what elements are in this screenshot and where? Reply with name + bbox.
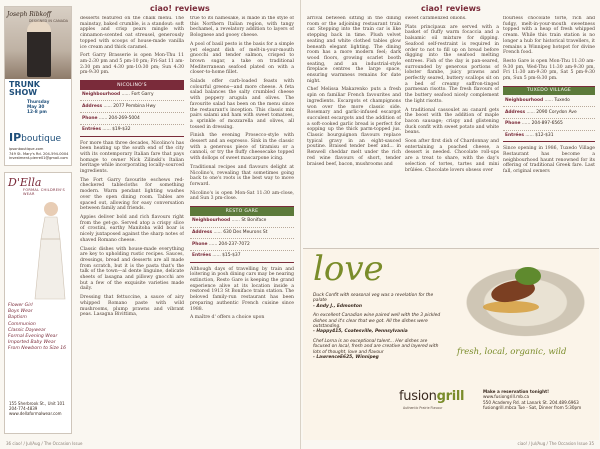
right-page — [300, 0, 600, 449]
info-box-tuxedo: TUXEDO VILLAGE Neighbourhood ...... Tuxedo Address ...... 2090 Corydon Ave Phone ...... 204-897-6565 Entrées ...... $12-$31 — [503, 86, 595, 143]
section-header-right: ciao! reviews — [421, 4, 481, 13]
page-footer-right: ciao! / Jul/Aug / The Occasion Issue 35 — [517, 441, 594, 446]
page-footer-left: 36 ciao! / Jul/Aug / The Occasion Issue — [6, 441, 83, 446]
reservation-info: Make a reservation tonight! www.fusiongrill.mb.ca 550 Academy Rd. at Lanark St. 204.489.6963 fusiongrill.mbca Tue - Sat, Dinner from 5:30pm — [483, 389, 582, 410]
della-ad[interactable] — [4, 172, 72, 434]
greens — [515, 267, 541, 285]
fusion-grill-sub: Authentic Prairie Flavour — [403, 406, 443, 410]
article-column-2: desserts featured on the chalk menu. The mainstay, baked crumble, is a standout: soft apples and crisp pears mingle with cinnamon-scented oat streusel, generously topped with scoops of house-made vanilla ice cream and thick caramel. Fort Garry Brasserie is open Mon-Thu 11 am-2:30 pm and 5 pm-10 pm; Fri-Sat 11 am-2:30 pm and 4:30 pm-10:30 pm; Sun 4:30 pm-9:30 pm. NICOLINO'S Neighbourhood ...... Fort Garry Address ...... 2077 Pembina Hwy Phone ...... 204-269-5004 Entrées ...... $19-$32 For more than three decades, Nicolino's has been heating up the south end of the city with its contemporary Italian fare that pays homage to owner Nick Zilinski's Italian heritage while incorporating locally-sourced ingredients. The Fort Garry favourite eschews red-checkered tablecloths for something modern. Warm pendant lighting washes over the open dining room. Tables are spaced out, allowing for easy conversation between family and friends. Appies deliver bold and rich flavours right from the get-go. Served atop a crispy slice of crostini, earthy Manitoba wild boar is nicely juxtaposed against the sharp notes of shaved Romano cheese. Classic dishes with house-made everything are key to upholding rustic recipes. Sauces, dressings, bread and desserts are all made from scratch, but it is the pasta that's the talk of the town—al dente linguine, delicate sheets of lasagna and pillowy gnocchi are but a few of the exquisite varieties made daily. Dressing that fettuccine, a sauce of airy whipped Romano paste with wild mushrooms, plump prawns and vibrant peas. Lasagna Bivittima, — [80, 16, 184, 318]
info-box-nicolinos: NICOLINO'S Neighbourhood ...... Fort Garry Address ...... 2077 Pembina Hwy Phone ...... 204-269-5004 Entrées ...... $19-$32 — [80, 80, 184, 137]
ad-brand: D'Ella — [8, 176, 42, 189]
ip-boutique-logo: IPboutique — [9, 131, 62, 144]
ad-brand-sub: DESIGNED IN CANADA — [28, 19, 68, 23]
della-items: Flower Girl Boys Wear Baptism Communion Classic Daywear Formal Evening Wear Imported Baby Wear From Newborn to Size 16 — [8, 303, 67, 352]
dish-photo — [443, 255, 593, 341]
article-column-3: flourless chocolate torte, rich and fudgy, melt-in-your-mouth sweetness topped with a heap of fresh whipped cream. While this train station is no longer a hub for historical travellers, it remains a Winnipeg hotspot for divine French food. Resto Gare is open Mon-Thu 11:30 am-9:30 pm, Wed-Thu 11:30 am-9:30 pm, Fri 11:30 am-9:30 pm, Sat 5 pm-9:30 pm, Sun 5 pm-8:30 pm. TUXEDO VILLAGE Neighbourhood ...... Tuxedo Address ...... 2090 Corydon Ave Phone ...... 204-897-6565 Entrées ...... $12-$31 Since opening in 1986, Tuxedo Village Restaurant has become a neighbourhood haunt renowned for its offering of traditional Greek fare. Last fall, original owners — [503, 16, 595, 175]
ad-tagline: fresh, local, organic, wild — [457, 347, 567, 357]
section-header-left: ciao! reviews — [150, 4, 210, 13]
article-column-2: sweet caramelized onions. Plats principaux are served with a basket of fluffy warm focaccia and a balsamic oil mixture for dipping. Seafood self-restraint is required in order to not to fill up on bread before digging into the seafood melting entrees. Fish of the day is pan-seared, surrounded by generous portions of lobster flambe, juicy prawns and perfectly seared, buttery scallops sit on a bed of creamy saffron-tinged parmesan risotto. The fresh flavours of the buttery seafood nicely complement the light risotto. A traditional cassoulet au canard gets the boost with the addition of maple bacon sausage; crispy and glistening duck confit with sweet potato and white beans. Soon after first dish of Chardonnay and entertaining a poached cheese, a dessert is needed. Chocolate roll-ups are a treat to share, with the day's selection of tortes, tartes and mini brûlées. Chocolate lovers obsess over — [405, 16, 499, 173]
fusion-grill-ad[interactable] — [303, 248, 599, 440]
trunk-show-dates: Thursday May 30 12-8 pm — [27, 100, 50, 115]
info-box-resto-gare: RESTO GARE Neighbourhood ...... St Boniface Address ...... 630 Des Meurons St Phone ...... 204-237-7072 Entrées ...... $15-$37 — [190, 206, 294, 263]
ad-brand-sub: FORMAL CHILDREN'S WEAR — [23, 188, 65, 196]
love-headline: love — [313, 249, 384, 289]
ad-address: ipsonboutique.com 749 St. Mary's Rd. 204-594-0004 investment.pierre01@gmail.com — [9, 147, 69, 160]
dress-illustration — [27, 199, 67, 309]
sauce — [483, 301, 539, 313]
ad-address: 155 Sherbrook St., Unit 101 204-774-4839 www.dellaformalwear.com — [9, 401, 65, 416]
joseph-ribkoff-ad[interactable] — [4, 6, 72, 166]
model-figure — [27, 21, 51, 77]
article-column-3: true to its namesake, is made in the style of this Northern Italian region, with tangy bechamel, a revelatory addition to layers of Bolognese and gooey cheese. A pool of basil pesto is the basis for a simple yet elegant dish of melt-in-your-mouth gnocchi and tender salmon, crisped to brown sugar, a take on traditional Mediterranean seafood plated on with a closer-to-home fillet. Salads offer carb-loaded feasts with colourful greens—and more cheese. A feta salad balances the salty crumbled cheese with peppery arugula and olives. The favourite salad has been on the menu since the restaurant's inception. This classic mix pairs salami and ham with sweet tomatoes, a sprinkle of mozzarella and olives, all tossed in dressing. Finish the evening Prosecco-style with dessert and an espresso. Sink in the classic with a generous piece of tiramisu or a cannoli, or try the fluffy cheesecake topped with dollops of sweet mascarpone icing. Traditional recipes and flavours delight at Nicolino's, revealing that sometimes going back to one's roots is the best way to move forward. Nicolino's is open Mon-Sat 11:30 am-close, and Sun 3 pm-close. RESTO GARE Neighbourhood ...... St Boniface Address ...... 630 Des Meurons St Phone ...... 204-237-7072 Entrées ...... $15-$37 Although days of travelling by train and loitering in posh dining cars may be nearing extinction, Resto Gare is keeping the grand experience alive at its location inside a restored 1913 St Boniface train station. The beloved family-run restaurant has been preparing authentic French cuisine since 1988. A maître d' offers a choice upon — [190, 16, 294, 321]
trunk-show-title: TRUNK SHOW — [9, 80, 41, 97]
review-quotes: Duck Confit with seasonal veg was a revelation for the palate - Andy J., Edmonton An excellent Canadian wine paired well with the 3 pickled dishes and it's clear that we got. All the dishes were outstanding. - Happy415, Coatesville, Pennsylvania Chef Lorna is an exceptional talent... Her dishes are focused on local, fresh and are creative and layered with lots of thought, love and flavour - LawrenceE625, Winnipeg — [313, 293, 441, 361]
fusion-grill-logo: fusiongrill — [399, 389, 465, 404]
ad-brand: Joseph Ribkoff — [7, 11, 52, 18]
article-column-1: arrival between sitting in the dining room or the adjoining restaurant train car. Stepping into the train car is like stepping back in time. Plush velvet seating and white clothed tables glow beneath elegant lighting. The dining room has a more modern feel; dark wood floors, growing scarlet booth seating, and an industrial-style fireplace centres the large space, ensuring warmness remains for date night. Chef Melissa Makarenko puts a fresh spin on familiar French favourites and ingredients. Escargots et champignons won over the more classic side. Rosemary and garlic-infused escargot succulent escargots and the addition of a soft-cooked garlic bread is perfect for sopping up the thick parm-topped jus. Classic bourguignon flavours replace typical gravy in an eight-sauced poutine. Braised tender beef and... in Renwell cheddar melt under the rich red wine flavours of short, tender braised beef, bacon, mushrooms and — [307, 16, 401, 167]
